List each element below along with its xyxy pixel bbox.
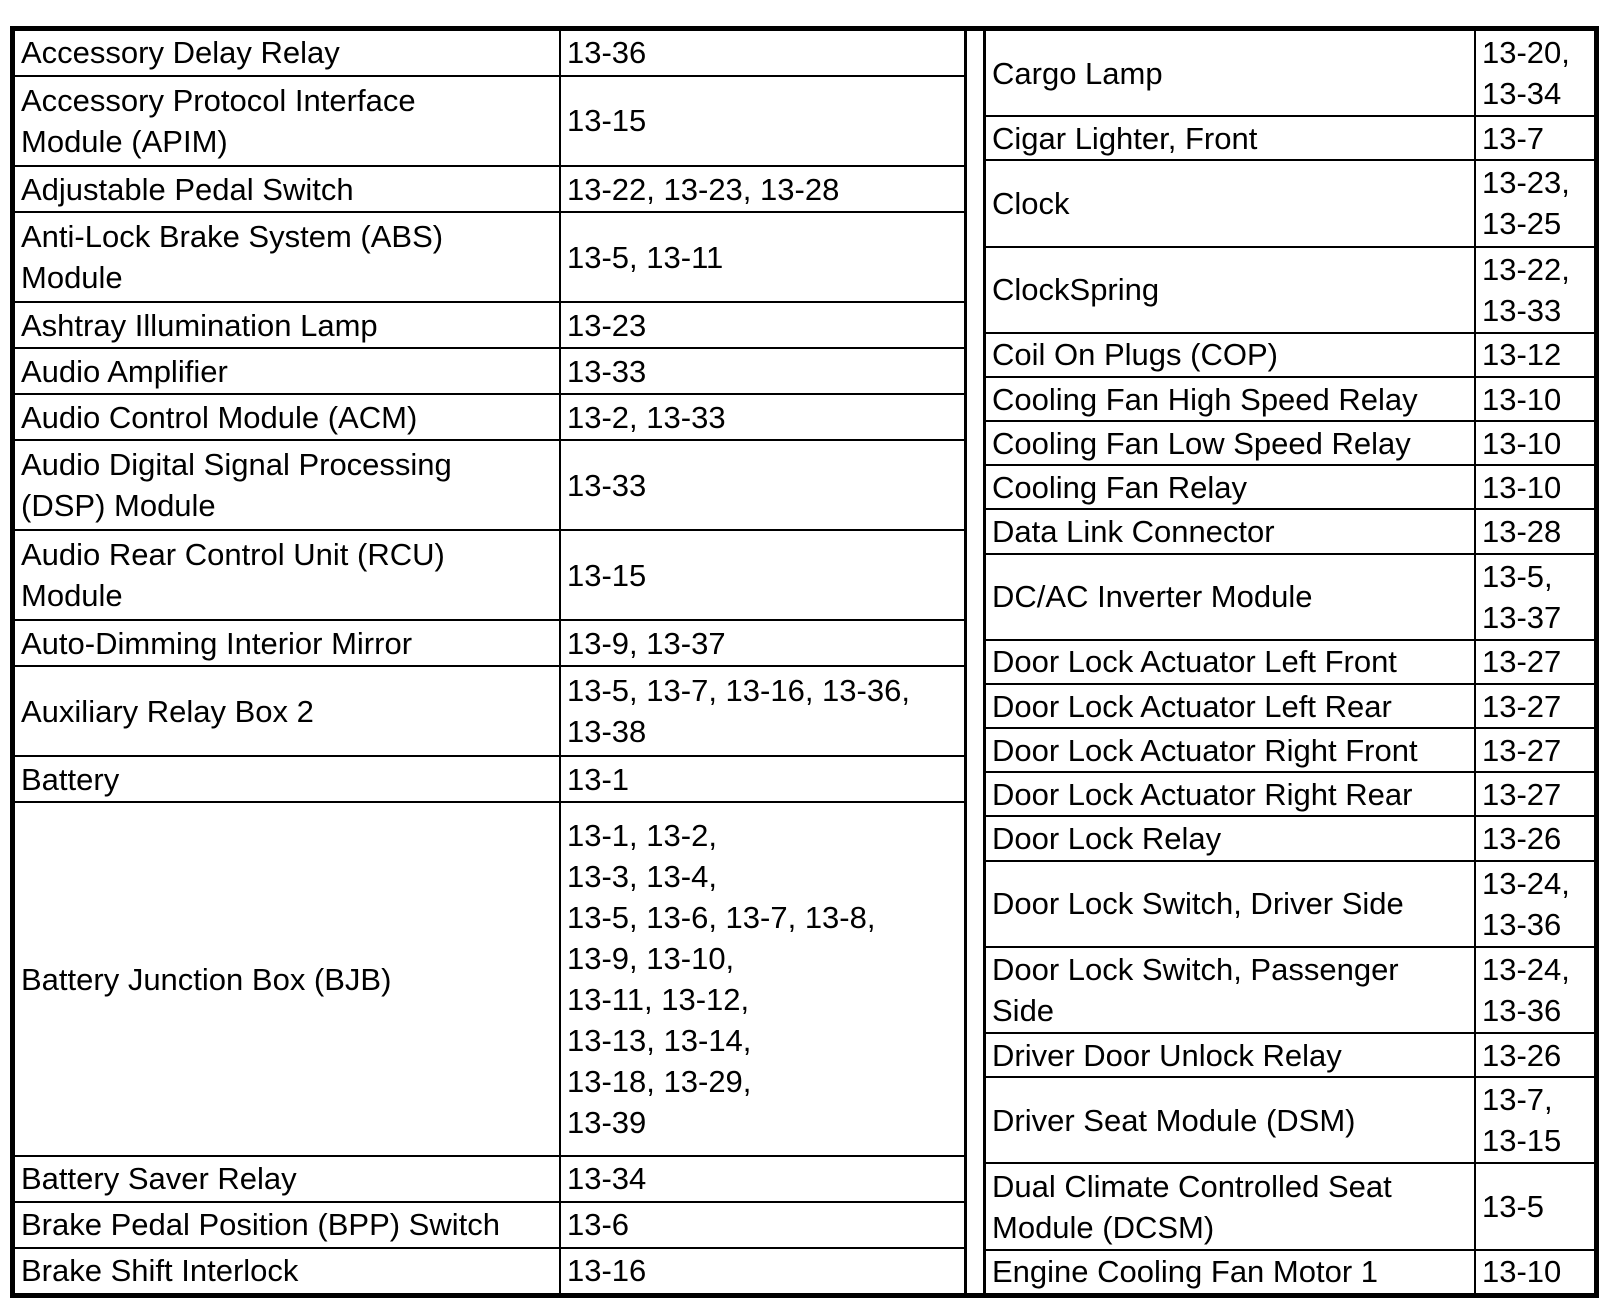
page-reference: 13-27	[1475, 684, 1594, 728]
component-name: ClockSpring	[986, 247, 1475, 333]
component-name: Clock	[986, 160, 1475, 246]
page-reference: 13-24, 13-36	[1475, 947, 1594, 1033]
table-row	[986, 640, 1594, 684]
table-row	[986, 1250, 1594, 1293]
table-row	[986, 247, 1594, 333]
component-name: Door Lock Switch, Driver Side	[986, 861, 1475, 947]
right-index-table	[986, 31, 1594, 1293]
page-reference: 13-27	[1475, 640, 1594, 684]
table-row	[986, 333, 1594, 377]
table-row	[986, 861, 1594, 947]
component-name: Driver Seat Module (DSM)	[986, 1077, 1475, 1163]
column-divider	[964, 31, 986, 1293]
component-name: Anti-Lock Brake System (ABS) Module	[15, 212, 560, 302]
table-row	[15, 666, 964, 756]
component-name: Brake Pedal Position (BPP) Switch	[15, 1202, 560, 1248]
component-name: Brake Shift Interlock	[15, 1248, 560, 1293]
component-name: Door Lock Actuator Left Front	[986, 640, 1475, 684]
component-name: Door Lock Actuator Left Rear	[986, 684, 1475, 728]
table-row	[986, 509, 1594, 553]
page-reference: 13-6	[560, 1202, 964, 1248]
component-name: DC/AC Inverter Module	[986, 554, 1475, 640]
page-reference: 13-1, 13-2, 13-3, 13-4, 13-5, 13-6, 13-7, 13-8, 13-9, 13-10, 13-11, 13-12, 13-13, 13-14, 13-18, 13-29, 13-39	[560, 802, 964, 1156]
component-name: Data Link Connector	[986, 509, 1475, 553]
component-name: Cigar Lighter, Front	[986, 116, 1475, 160]
table-row	[986, 421, 1594, 465]
component-name: Door Lock Switch, Passenger Side	[986, 947, 1475, 1033]
component-name: Coil On Plugs (COP)	[986, 333, 1475, 377]
table-row	[15, 440, 964, 530]
page-reference: 13-16	[560, 1248, 964, 1293]
table-row	[15, 1202, 964, 1248]
table-row	[986, 772, 1594, 816]
page-reference: 13-23	[560, 302, 964, 348]
table-row	[986, 728, 1594, 772]
table-row	[986, 116, 1594, 160]
component-name: Cooling Fan Relay	[986, 465, 1475, 509]
page-reference: 13-7, 13-15	[1475, 1077, 1594, 1163]
page-reference: 13-1	[560, 756, 964, 802]
table-row	[15, 1248, 964, 1293]
table-row	[986, 31, 1594, 116]
component-name: Audio Control Module (ACM)	[15, 394, 560, 440]
table-row	[15, 302, 964, 348]
table-row	[15, 166, 964, 212]
component-name: Accessory Delay Relay	[15, 31, 560, 76]
table-row	[986, 816, 1594, 860]
table-row	[15, 212, 964, 302]
page-reference: 13-26	[1475, 816, 1594, 860]
page-reference: 13-10	[1475, 377, 1594, 421]
page-reference: 13-10	[1475, 465, 1594, 509]
component-name: Battery Junction Box (BJB)	[15, 802, 560, 1156]
table-row	[15, 620, 964, 666]
component-name: Cooling Fan High Speed Relay	[986, 377, 1475, 421]
left-index-table	[15, 31, 964, 1293]
page-reference: 13-36	[560, 31, 964, 76]
page-reference: 13-23, 13-25	[1475, 160, 1594, 246]
table-row	[986, 684, 1594, 728]
page-reference: 13-26	[1475, 1033, 1594, 1077]
page-reference: 13-12	[1475, 333, 1594, 377]
table-row	[15, 31, 964, 76]
page-reference: 13-7	[1475, 116, 1594, 160]
page-reference: 13-34	[560, 1156, 964, 1202]
component-name: Door Lock Actuator Right Rear	[986, 772, 1475, 816]
page-reference: 13-10	[1475, 1250, 1594, 1293]
component-name: Battery Saver Relay	[15, 1156, 560, 1202]
component-name: Auto-Dimming Interior Mirror	[15, 620, 560, 666]
component-name: Battery	[15, 756, 560, 802]
table-row	[15, 394, 964, 440]
table-row	[15, 756, 964, 802]
component-name: Cargo Lamp	[986, 31, 1475, 116]
component-index-frame	[10, 26, 1599, 1298]
table-row	[15, 348, 964, 394]
page-reference: 13-28	[1475, 509, 1594, 553]
component-name: Cooling Fan Low Speed Relay	[986, 421, 1475, 465]
page-reference: 13-5, 13-7, 13-16, 13-36, 13-38	[560, 666, 964, 756]
page-reference: 13-9, 13-37	[560, 620, 964, 666]
component-name: Adjustable Pedal Switch	[15, 166, 560, 212]
component-name: Dual Climate Controlled Seat Module (DCSM)	[986, 1163, 1475, 1249]
page-reference: 13-22, 13-23, 13-28	[560, 166, 964, 212]
table-row	[986, 1163, 1594, 1249]
page-reference: 13-27	[1475, 772, 1594, 816]
table-row	[986, 947, 1594, 1033]
table-row	[986, 1033, 1594, 1077]
page-reference: 13-5, 13-37	[1475, 554, 1594, 640]
component-name: Door Lock Relay	[986, 816, 1475, 860]
component-name: Engine Cooling Fan Motor 1	[986, 1250, 1475, 1293]
table-row	[986, 160, 1594, 246]
component-name: Driver Door Unlock Relay	[986, 1033, 1475, 1077]
page-reference: 13-33	[560, 440, 964, 530]
page-reference: 13-2, 13-33	[560, 394, 964, 440]
table-row	[986, 465, 1594, 509]
table-row	[986, 554, 1594, 640]
table-row	[15, 76, 964, 166]
component-name: Door Lock Actuator Right Front	[986, 728, 1475, 772]
page-reference: 13-5	[1475, 1163, 1594, 1249]
component-name: Accessory Protocol Interface Module (APIM)	[15, 76, 560, 166]
page-reference: 13-22, 13-33	[1475, 247, 1594, 333]
table-row	[986, 1077, 1594, 1163]
page-reference: 13-10	[1475, 421, 1594, 465]
page-reference: 13-15	[560, 530, 964, 620]
page-reference: 13-24, 13-36	[1475, 861, 1594, 947]
table-row	[15, 1156, 964, 1202]
component-name: Audio Rear Control Unit (RCU) Module	[15, 530, 560, 620]
table-row	[15, 802, 964, 1156]
component-name: Auxiliary Relay Box 2	[15, 666, 560, 756]
page-reference: 13-5, 13-11	[560, 212, 964, 302]
page-reference: 13-20, 13-34	[1475, 31, 1594, 116]
table-row	[15, 530, 964, 620]
page-reference: 13-33	[560, 348, 964, 394]
component-name: Ashtray Illumination Lamp	[15, 302, 560, 348]
component-name: Audio Digital Signal Processing (DSP) Module	[15, 440, 560, 530]
table-row	[986, 377, 1594, 421]
page-reference: 13-27	[1475, 728, 1594, 772]
page-reference: 13-15	[560, 76, 964, 166]
component-name: Audio Amplifier	[15, 348, 560, 394]
